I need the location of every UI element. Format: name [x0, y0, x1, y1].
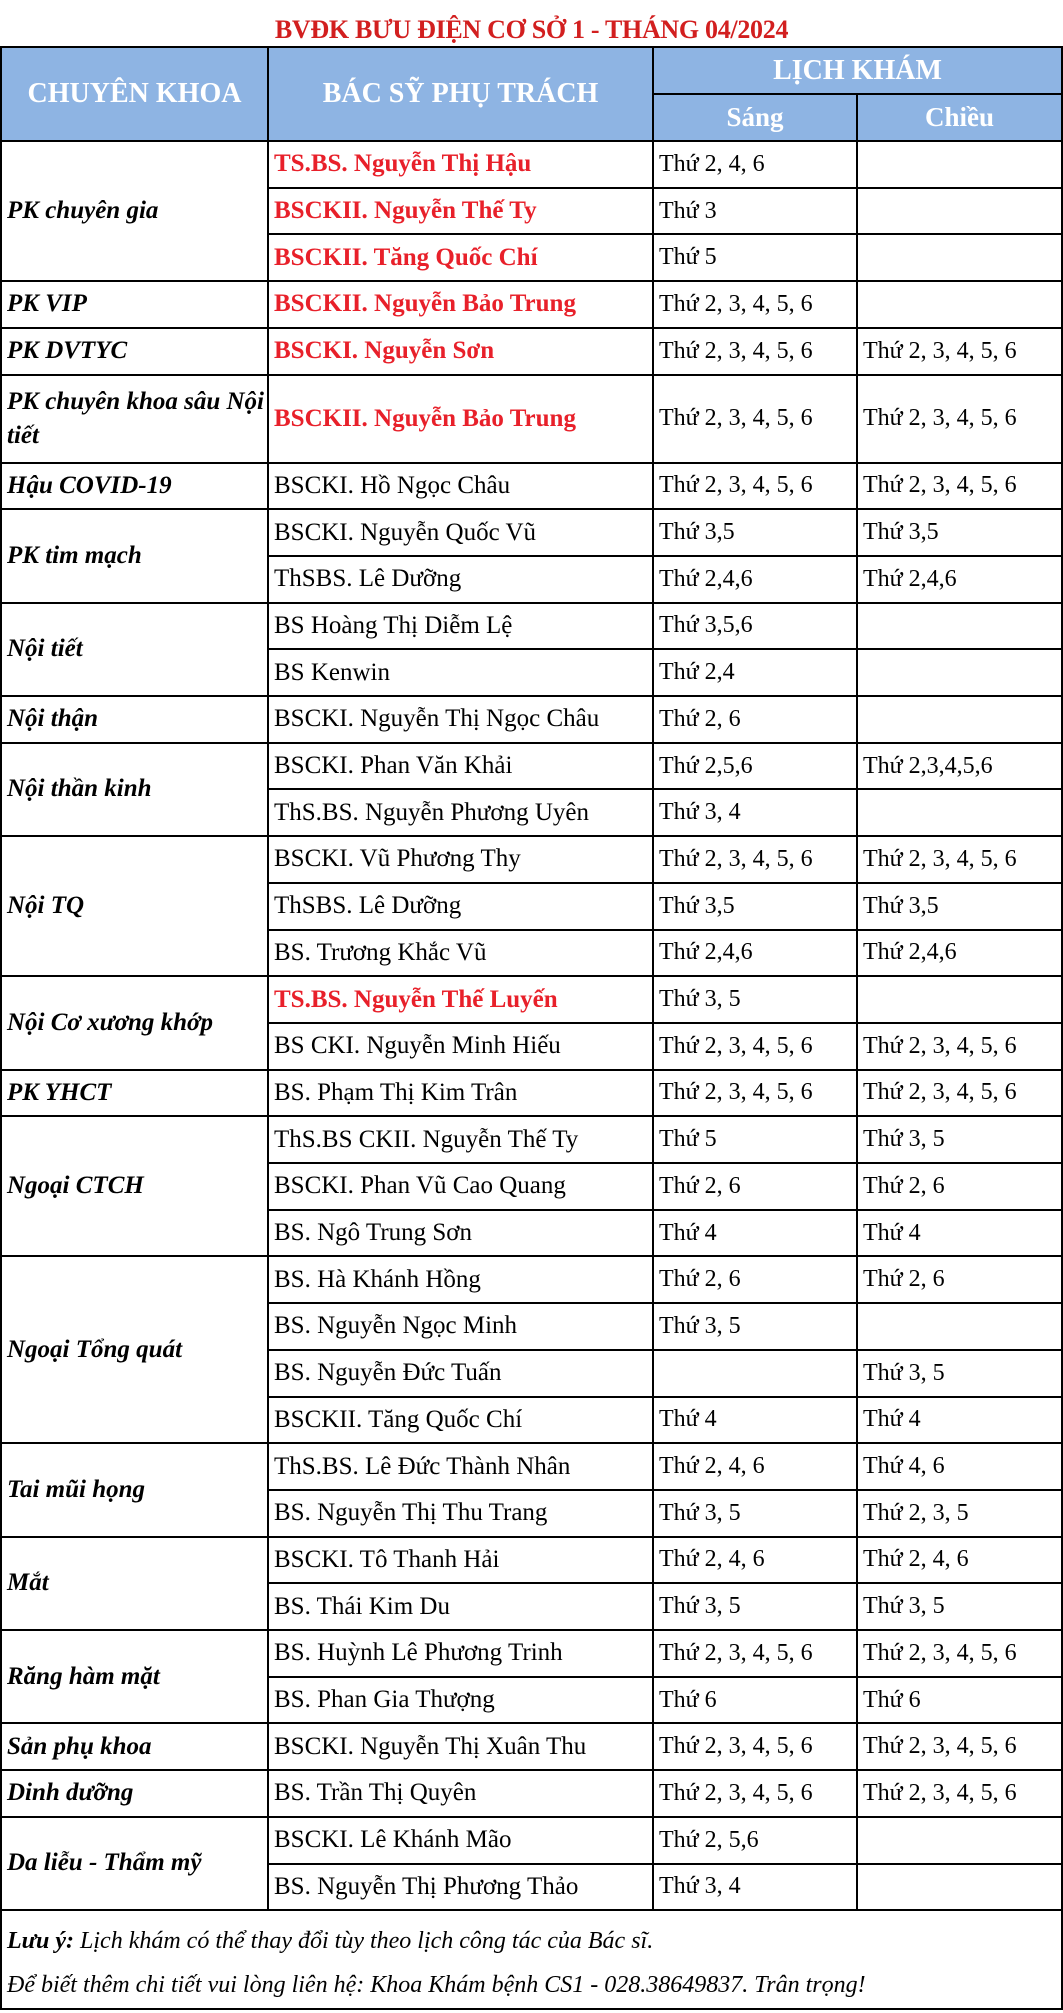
- doctor-cell: BS. Phạm Thị Kim Trân: [274, 1078, 518, 1106]
- group-divider: [1, 327, 1062, 329]
- morning-cell: [653, 1350, 857, 1397]
- specialty-cell: PK YHCT: [7, 1078, 112, 1106]
- morning-cell: Thứ 2,5,6: [659, 752, 753, 779]
- doctor-cell: BSCKII. Nguyễn Bảo Trung: [274, 290, 576, 318]
- specialty-cell: Nội tiết: [7, 635, 83, 663]
- header-doctor: BÁC SỸ PHỤ TRÁCH: [268, 47, 653, 141]
- doctor-cell: BS Kenwin: [274, 658, 390, 686]
- morning-cell: Thứ 2,4,6: [659, 939, 753, 966]
- afternoon-cell: Thứ 4: [863, 1406, 921, 1433]
- afternoon-cell: Thứ 2,4,6: [863, 565, 957, 592]
- page-bottom-border: [1, 2008, 1062, 2010]
- afternoon-cell: [857, 649, 1062, 696]
- afternoon-cell: [857, 188, 1062, 235]
- row-divider: [268, 929, 1062, 931]
- specialty-cell: Nội thận: [7, 705, 99, 733]
- column-divider: [856, 93, 858, 1910]
- header-specialty: CHUYÊN KHOA: [1, 47, 268, 141]
- specialty-cell: Nội TQ: [7, 892, 85, 920]
- group-divider: [1, 1722, 1062, 1724]
- afternoon-cell: [857, 603, 1062, 650]
- row-divider: [268, 1676, 1062, 1678]
- specialty-cell: PK chuyên gia: [7, 197, 159, 225]
- group-divider: [1, 1069, 1062, 1071]
- doctor-cell: BSCKI. Phan Văn Khải: [274, 752, 513, 780]
- morning-cell: Thứ 3, 4: [659, 1873, 741, 1900]
- specialty-cell: Răng hàm mặt: [7, 1662, 160, 1690]
- morning-cell: Thứ 3,5,6: [659, 612, 753, 639]
- afternoon-cell: Thứ 6: [863, 1686, 921, 1713]
- doctor-cell: BSCKI. Hồ Ngọc Châu: [274, 471, 511, 499]
- doctor-cell: BSCKII. Nguyễn Bảo Trung: [274, 404, 576, 432]
- afternoon-cell: Thứ 2, 3, 4, 5, 6: [863, 405, 1017, 431]
- doctor-cell: BS. Nguyễn Ngọc Minh: [274, 1312, 518, 1340]
- group-divider: [1, 975, 1062, 977]
- morning-cell: Thứ 2,4: [659, 659, 735, 686]
- morning-cell: Thứ 2, 3, 4, 5, 6: [659, 472, 813, 499]
- afternoon-cell: Thứ 2, 3, 4, 5, 6: [863, 472, 1017, 499]
- table-bottom-border: [1, 1909, 1062, 1911]
- note-line-1: [1, 1918, 1062, 1964]
- afternoon-cell: [857, 1303, 1062, 1350]
- row-divider: [268, 1162, 1062, 1164]
- afternoon-cell: Thứ 2,4,6: [863, 939, 957, 966]
- note-label: Lưu ý:: [7, 1928, 75, 1954]
- column-divider: [267, 46, 269, 1910]
- doctor-cell: BS. Nguyễn Đức Tuấn: [274, 1359, 502, 1387]
- row-divider: [268, 1863, 1062, 1865]
- specialty-cell: Dinh dưỡng: [7, 1779, 134, 1807]
- doctor-cell: BS. Phan Gia Thượng: [274, 1686, 495, 1714]
- row-divider: [268, 1582, 1062, 1584]
- specialty-cell: Sản phụ khoa: [7, 1732, 152, 1760]
- afternoon-cell: [857, 141, 1062, 188]
- afternoon-cell: [857, 281, 1062, 328]
- afternoon-cell: Thứ 2, 6: [863, 1172, 945, 1199]
- morning-cell: Thứ 4: [659, 1406, 717, 1433]
- specialty-cell: PK tim mạch: [7, 541, 142, 569]
- afternoon-cell: Thứ 2, 3, 4, 5, 6: [863, 845, 1017, 872]
- row-divider: [268, 882, 1062, 884]
- row-divider: [268, 1302, 1062, 1304]
- specialty-cell: Nội Cơ xương khớp: [7, 1008, 213, 1036]
- morning-cell: Thứ 2, 6: [659, 1172, 741, 1199]
- morning-cell: Thứ 2, 3, 4, 5, 6: [659, 1079, 813, 1106]
- group-divider: [1, 602, 1062, 604]
- doctor-cell: TS.BS. Nguyễn Thế Luyến: [274, 985, 558, 1013]
- afternoon-cell: Thứ 4, 6: [863, 1453, 945, 1480]
- morning-cell: Thứ 3, 5: [659, 1593, 741, 1620]
- afternoon-cell: Thứ 3, 5: [863, 1126, 945, 1153]
- morning-cell: Thứ 6: [659, 1686, 717, 1713]
- row-divider: [268, 788, 1062, 790]
- doctor-cell: BSCKI. Lê Khánh Mão: [274, 1826, 512, 1854]
- morning-cell: Thứ 3: [659, 197, 717, 224]
- column-divider: [652, 46, 654, 1910]
- doctor-cell: BSCKI. Nguyễn Thị Xuân Thu: [274, 1732, 587, 1760]
- doctor-cell: ThSBS. Lê Dưỡng: [274, 892, 462, 920]
- afternoon-cell: Thứ 3, 5: [863, 1359, 945, 1386]
- morning-cell: Thứ 4: [659, 1219, 717, 1246]
- morning-cell: Thứ 2, 3, 4, 5, 6: [659, 337, 813, 364]
- row-divider: [268, 1489, 1062, 1491]
- header-afternoon: Chiều: [857, 94, 1062, 141]
- group-divider: [1, 835, 1062, 837]
- morning-cell: Thứ 2, 4, 6: [659, 1546, 765, 1573]
- doctor-cell: BS. Ngô Trung Sơn: [274, 1219, 473, 1247]
- doctor-cell: TS.BS. Nguyễn Thị Hậu: [274, 150, 532, 178]
- doctor-cell: BSCKI. Tô Thanh Hải: [274, 1545, 500, 1573]
- afternoon-cell: [857, 976, 1062, 1023]
- group-divider: [1, 1536, 1062, 1538]
- afternoon-cell: Thứ 3,5: [863, 892, 939, 919]
- note-line-2: [1, 1962, 1062, 2008]
- header-schedule: LỊCH KHÁM: [653, 47, 1062, 94]
- group-divider: [1, 1115, 1062, 1117]
- morning-cell: Thứ 5: [659, 1126, 717, 1153]
- row-divider: [268, 187, 1062, 189]
- group-divider: [1, 1442, 1062, 1444]
- doctor-cell: BSCKII. Nguyễn Thế Ty: [274, 197, 537, 225]
- afternoon-cell: Thứ 2, 3, 5: [863, 1499, 969, 1526]
- row-divider: [268, 648, 1062, 650]
- afternoon-cell: Thứ 2, 3, 4, 5, 6: [863, 1079, 1017, 1106]
- group-divider: [1, 1255, 1062, 1257]
- specialty-cell: PK chuyên khoa sâu Nội tiết: [7, 387, 264, 449]
- row-divider: [268, 1349, 1062, 1351]
- group-divider: [1, 280, 1062, 282]
- doctor-cell: BS. Nguyễn Thị Thu Trang: [274, 1499, 548, 1527]
- doctor-cell: BS. Trần Thị Quyên: [274, 1779, 477, 1807]
- morning-cell: Thứ 2, 4, 6: [659, 150, 765, 177]
- doctor-cell: BSCKI. Phan Vũ Cao Quang: [274, 1172, 566, 1200]
- morning-cell: Thứ 2, 3, 4, 5, 6: [659, 290, 813, 317]
- row-divider: [268, 1396, 1062, 1398]
- morning-cell: Thứ 2, 3, 4, 5, 6: [659, 1639, 813, 1666]
- row-divider: [268, 1022, 1062, 1024]
- morning-cell: Thứ 3, 5: [659, 986, 741, 1013]
- doctor-cell: BS. Hà Khánh Hồng: [274, 1265, 481, 1293]
- row-divider: [268, 1209, 1062, 1211]
- morning-cell: Thứ 3,5: [659, 519, 735, 546]
- afternoon-cell: Thứ 2, 4, 6: [863, 1546, 969, 1573]
- doctor-cell: ThS.BS CKII. Nguyễn Thế Ty: [274, 1125, 579, 1153]
- afternoon-cell: Thứ 2, 6: [863, 1266, 945, 1293]
- doctor-cell: BS Hoàng Thị Diễm Lệ: [274, 611, 513, 639]
- note-text: Lịch khám có thể thay đổi tùy theo lịch công tác của Bác sĩ.: [74, 1928, 654, 1954]
- group-divider: [1, 695, 1062, 697]
- group-divider: [1, 1816, 1062, 1818]
- afternoon-cell: [857, 1817, 1062, 1864]
- note-contact: Để biết thêm chi tiết vui lòng liên hệ: Khoa Khám bệnh CS1 - 028.38649837. Trân trọng!: [7, 1972, 866, 1998]
- afternoon-cell: [857, 1864, 1062, 1911]
- doctor-cell: BS. Huỳnh Lê Phương Trinh: [274, 1639, 563, 1667]
- afternoon-cell: Thứ 4: [863, 1219, 921, 1246]
- doctor-cell: BSCKII. Tăng Quốc Chí: [274, 1405, 523, 1433]
- afternoon-cell: Thứ 3, 5: [863, 1593, 945, 1620]
- afternoon-cell: [857, 234, 1062, 281]
- doctor-cell: ThS.BS. Lê Đức Thành Nhân: [274, 1452, 571, 1480]
- specialty-cell: Mắt: [7, 1569, 49, 1597]
- afternoon-cell: Thứ 2, 3, 4, 5, 6: [863, 337, 1017, 364]
- doctor-cell: BS CKI. Nguyễn Minh Hiếu: [274, 1032, 561, 1060]
- morning-cell: Thứ 2, 3, 4, 5, 6: [659, 845, 813, 872]
- group-divider: [1, 742, 1062, 744]
- morning-cell: Thứ 2, 3, 4, 5, 6: [659, 1779, 813, 1806]
- group-divider: [1, 374, 1062, 376]
- specialty-cell: Hậu COVID-19: [7, 471, 172, 499]
- specialty-cell: Nội thần kinh: [7, 775, 152, 803]
- morning-cell: Thứ 2, 3, 4, 5, 6: [659, 1733, 813, 1760]
- morning-cell: Thứ 2, 5,6: [659, 1826, 759, 1853]
- sheet-title: BVĐK BƯU ĐIỆN CƠ SỞ 1 - THÁNG 04/2024: [274, 15, 789, 44]
- morning-cell: Thứ 3, 4: [659, 799, 741, 826]
- doctor-cell: BSCKI. Nguyễn Thị Ngọc Châu: [274, 705, 600, 733]
- morning-cell: Thứ 2,4,6: [659, 565, 753, 592]
- morning-cell: Thứ 2, 3, 4, 5, 6: [659, 1032, 813, 1059]
- afternoon-cell: Thứ 2, 3, 4, 5, 6: [863, 1639, 1017, 1666]
- morning-cell: Thứ 3, 5: [659, 1499, 741, 1526]
- doctor-cell: ThS.BS. Nguyễn Phương Uyên: [274, 798, 589, 826]
- morning-cell: Thứ 5: [659, 244, 717, 271]
- group-divider: [1, 1629, 1062, 1631]
- morning-cell: Thứ 2, 3, 4, 5, 6: [659, 405, 813, 431]
- doctor-cell: BS. Nguyễn Thị Phương Thảo: [274, 1872, 579, 1900]
- doctor-cell: BS. Thái Kim Du: [274, 1592, 450, 1620]
- afternoon-cell: Thứ 3,5: [863, 519, 939, 546]
- row-divider: [268, 555, 1062, 557]
- header-morning: Sáng: [653, 94, 857, 141]
- group-divider: [1, 140, 1062, 142]
- doctor-cell: BSCKI. Nguyễn Sơn: [274, 337, 495, 365]
- doctor-cell: BSCKII. Tăng Quốc Chí: [274, 243, 538, 271]
- morning-cell: Thứ 2, 6: [659, 705, 741, 732]
- morning-cell: Thứ 3, 5: [659, 1312, 741, 1339]
- doctor-cell: BSCKI. Vũ Phương Thy: [274, 845, 521, 873]
- afternoon-cell: Thứ 2, 3, 4, 5, 6: [863, 1733, 1017, 1760]
- doctor-cell: BSCKI. Nguyễn Quốc Vũ: [274, 518, 537, 546]
- specialty-cell: Ngoại Tổng quát: [7, 1335, 183, 1363]
- column-divider: [0, 46, 2, 1910]
- group-divider: [1, 462, 1062, 464]
- afternoon-cell: [857, 789, 1062, 836]
- specialty-cell: Ngoại CTCH: [7, 1172, 144, 1200]
- afternoon-cell: Thứ 2, 3, 4, 5, 6: [863, 1032, 1017, 1059]
- afternoon-cell: [857, 696, 1062, 743]
- specialty-cell: Da liễu - Thẩm mỹ: [7, 1849, 202, 1877]
- doctor-cell: ThSBS. Lê Dưỡng: [274, 565, 462, 593]
- specialty-cell: Tai mũi họng: [7, 1475, 146, 1503]
- afternoon-cell: Thứ 2,3,4,5,6: [863, 752, 993, 779]
- morning-cell: Thứ 3,5: [659, 892, 735, 919]
- specialty-cell: PK DVTYC: [7, 337, 128, 365]
- morning-cell: Thứ 2, 4, 6: [659, 1453, 765, 1480]
- header-top-border: [1, 46, 1062, 48]
- specialty-cell: PK VIP: [7, 290, 87, 318]
- doctor-cell: BS. Trương Khắc Vũ: [274, 938, 487, 966]
- afternoon-cell: Thứ 2, 3, 4, 5, 6: [863, 1779, 1017, 1806]
- group-divider: [1, 1769, 1062, 1771]
- morning-cell: Thứ 2, 6: [659, 1266, 741, 1293]
- group-divider: [1, 508, 1062, 510]
- row-divider: [268, 233, 1062, 235]
